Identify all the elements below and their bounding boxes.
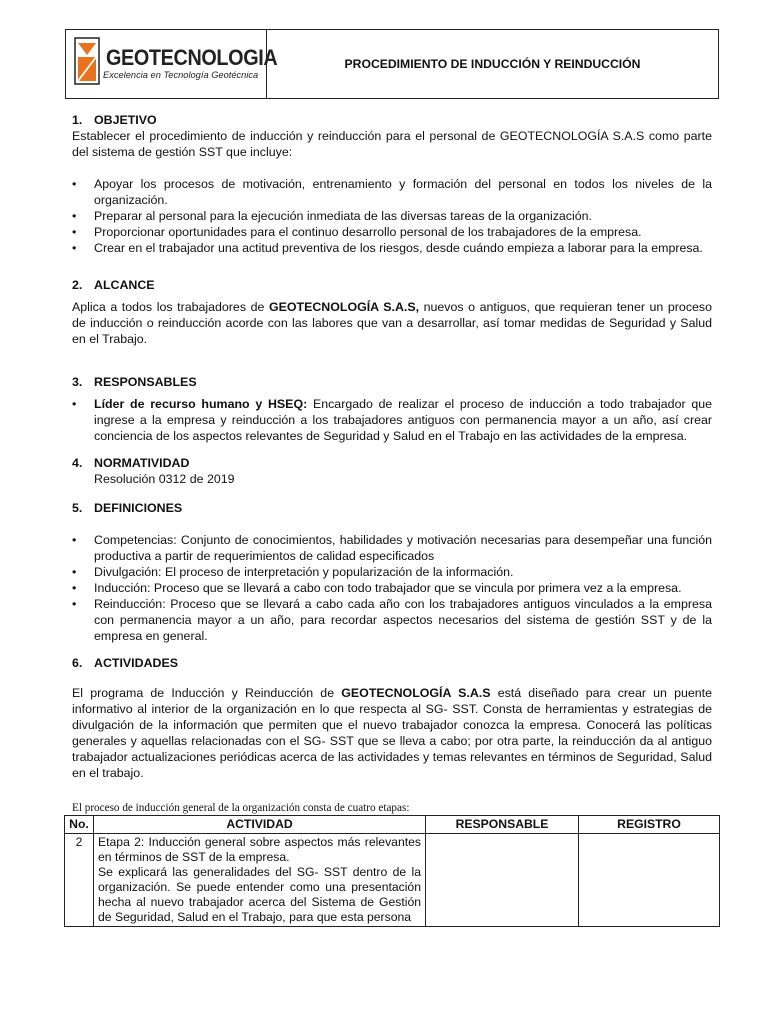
column-header-actividad: ACTIVIDAD: [94, 816, 426, 834]
cell-no: 2: [65, 834, 94, 927]
list-item: • Apoyar los procesos de motivación, entrenamiento y formación del personal en todos los niveles de la organización.: [72, 176, 712, 208]
cell-responsable: [426, 834, 579, 927]
document-body: [69, 112, 712, 927]
company-name: GEOTECNOLOGÍA S.A.S: [341, 686, 491, 700]
table-row: [65, 834, 720, 927]
column-header-responsable: RESPONSABLE: [426, 816, 579, 834]
company-name: GEOTECNOLOGÍA S.A.S,: [268, 300, 420, 314]
list-item: • Crear en el trabajador una actitud preventiva de los riesgos, desde cuándo empieza a laborar para la empresa.: [72, 240, 712, 256]
list-item: • Inducción: Proceso que se llevará a cabo con todo trabajador que se vincula por primera vez a la empresa.: [72, 580, 712, 596]
company-logo: [66, 30, 278, 98]
document-header: [65, 29, 719, 99]
section-alcance-title: 2. ALCANCE: [72, 278, 155, 292]
alcance-text: Aplica a todos los trabajadores de GEOTECNOLOGÍA S.A.S, nuevos o antiguos, que requieran tener un proceso de inducción o reinducción acorde con las labores que van a desarrollar, así tomar medidas de Seguridad y Salud en el Trabajo.: [72, 300, 712, 346]
section-actividades-title: 6. ACTIVIDADES: [72, 656, 178, 670]
table-header-row: [65, 816, 720, 834]
activities-table: [64, 815, 720, 927]
list-item: • Divulgación: El proceso de interpretación y popularización de la información.: [72, 564, 712, 580]
actividades-text: El programa de Inducción y Reinducción de GEOTECNOLOGÍA S.A.S está diseñado para crear un puente informativo al interior de la organización en lo que respecta al SG- SST. Consta de herramientas y estrategias de divulgación de la información que permiten que el nuevo trabajador conozca la empresa. Conocerá las políticas generales y aquellas relacionadas con el SG- SST que se lleva a cabo; por otra parte, la reinducción da al antiguo trabajador actualizaciones periódicas acerca de las actividades y temas relevantes en términos de Seguridad, Salud en el trabajo.: [72, 686, 712, 780]
list-item: • Competencias: Conjunto de conocimientos, habilidades y motivación necesarias para desempeñar una función productiva a partir de requerimientos de calidad especificados: [72, 532, 712, 564]
logo-subtitle: Excelencia en Tecnología Geotécnica: [103, 70, 259, 80]
responsables-list: [72, 396, 712, 444]
definiciones-list: [72, 532, 712, 644]
column-header-registro: REGISTRO: [579, 816, 720, 834]
list-item: • Preparar al personal para la ejecución inmediata de las diversas tareas de la organización.: [72, 208, 712, 224]
role-label: Líder de recurso humano y HSEQ:: [94, 397, 308, 411]
objetivo-text: Establecer el procedimiento de inducción y reinducción para el personal de GEOTECNOLOGÍA S.A.S como parte del sistema de gestión SST que incluye:: [72, 129, 712, 159]
document-title: PROCEDIMIENTO DE INDUCCIÓN Y REINDUCCIÓN: [344, 57, 641, 71]
normatividad-text: Resolución 0312 de 2019: [94, 472, 235, 486]
table-caption: El proceso de inducción general de la organización consta de cuatro etapas:: [72, 802, 410, 814]
section-definiciones-title: 5. DEFINICIONES: [72, 501, 183, 515]
section-objetivo-title: 1. OBJETIVO: [72, 113, 157, 127]
list-item: • Reinducción: Proceso que se llevará a cabo cada año con los trabajadores antiguos vinculados a la empresa con permanencia mayor a un año, para recordar aspectos necesarios del sistema de gestión SST y de la empresa en general.: [72, 596, 712, 644]
list-item: • Proporcionar oportunidades para el continuo desarrollo personal de los trabajadores de la empresa.: [72, 224, 712, 240]
section-normatividad-title: 4. NORMATIVIDAD: [72, 456, 190, 470]
cell-registro: [579, 834, 720, 927]
section-responsables-title: 3. RESPONSABLES: [72, 375, 197, 389]
list-item: • Líder de recurso humano y HSEQ: Encargado de realizar el proceso de inducción a todo trabajador que ingrese a la empresa y reinducción a los trabajadores antiguos con permanencia mayor a un año, así crear conciencia de los aspectos relevantes de Seguridad y Salud en el Trabajo en las actividades de la empresa.: [72, 396, 712, 444]
cell-actividad: Etapa 2: Inducción general sobre aspectos más relevantes en términos de SST de la empresa. Se explicará las generalidades del SG- SST dentro de la organización. Se puede entender como una presentación hecha al nuevo trabajador acerca del Sistema de Gestión de Seguridad, Salud en el Trabajo, para que esta persona: [94, 834, 426, 927]
logo-title: GEOTECNOLOGIA: [106, 45, 278, 70]
objetivo-list: [72, 176, 712, 256]
geotecnologia-logo-icon: [74, 37, 100, 85]
column-header-no: No.: [65, 816, 94, 834]
